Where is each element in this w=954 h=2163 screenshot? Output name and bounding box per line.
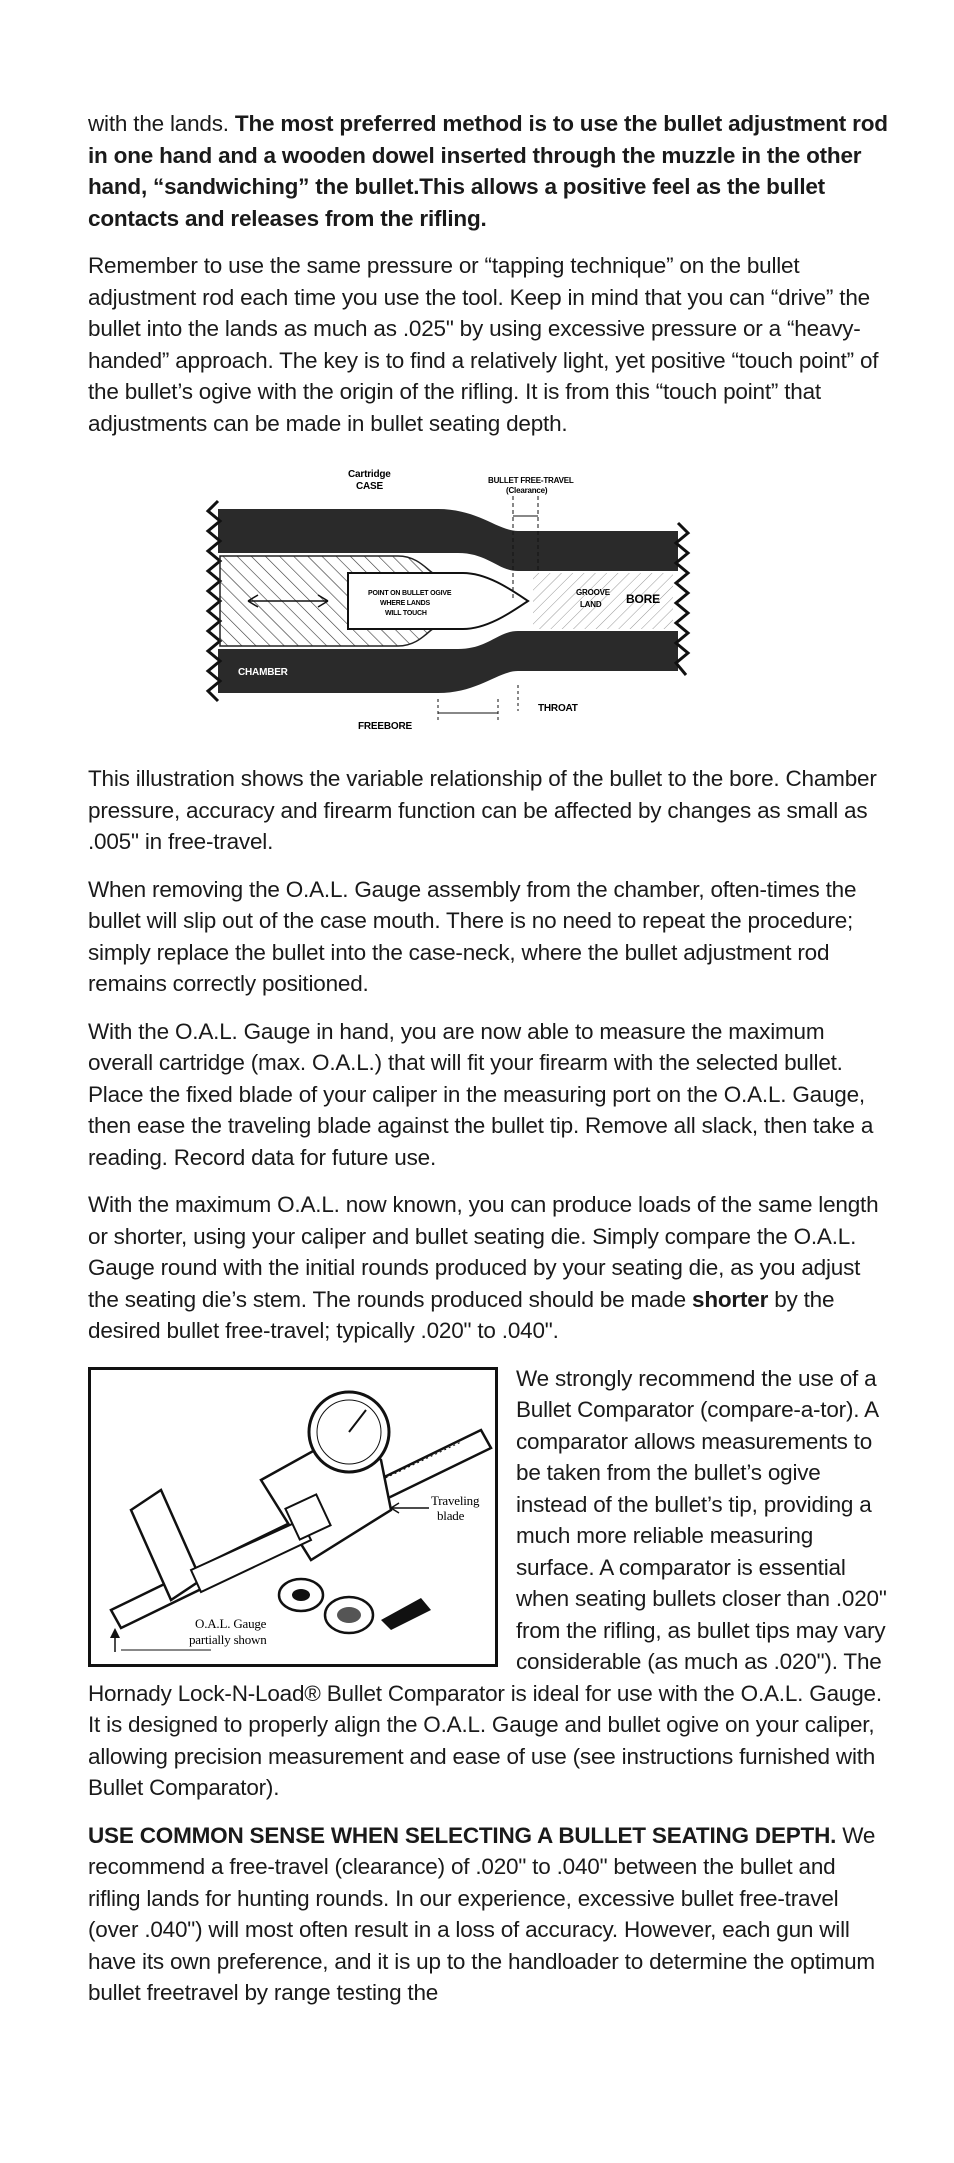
bullet (348, 573, 528, 629)
paragraph-common-sense (88, 1820, 888, 2009)
label-chamber: CHAMBER (238, 667, 288, 678)
paragraph-comparator: We strongly recommend the use of a Bullet Comparator (compare-a-tor). A comparator allows measurements to be taken from the bullet’s ogive instead of the bullet’s tip, providing a much more reliable measuring surface. A comparator is essential when seating bullets closer than .020" from the rifling, as bullet tips may vary considerable (as much as .020"). The Hornady Lock-N-Load® Bullet Comparator is ideal for use with the O.A.L. Gauge. It is designed to properly align the O.A.L. Gauge and bullet ogive on your caliper, allowing precision measurement and ease of use (see instructions furnished with Bullet Comparator). (88, 1365, 887, 1800)
paragraph-lead-text: with the lands. (88, 111, 229, 136)
label-groove: GROOVE (576, 588, 610, 597)
label-case: CASE (356, 481, 383, 492)
label-where: WHERE LANDS (380, 600, 430, 607)
paragraph-seating-die (88, 1189, 888, 1347)
document-page (88, 108, 888, 2025)
label-free-travel: BULLET FREE-TRAVEL (488, 476, 574, 485)
label-point: POINT ON BULLET OGIVE (368, 590, 452, 597)
hex-key (381, 1598, 431, 1630)
fixed-jaw (131, 1490, 201, 1600)
paragraph-bold-text: The most preferred method is to use the bullet adjustment rod in one hand and a wooden dowel inserted through the muzzle in the other hand, “sandwiching” the bullet.This allows a positive feel as the bullet contacts and releases from the rifling. (88, 111, 888, 231)
label-cartridge: Cartridge (348, 469, 391, 480)
chamber-diagram-svg (198, 461, 698, 741)
label-throat: THROAT (538, 703, 578, 714)
caliper-illustration (88, 1367, 498, 1667)
common-sense-heading: USE COMMON SENSE WHEN SELECTING A BULLET SEATING DEPTH. (88, 1822, 837, 1848)
paragraph-measure-oal: With the O.A.L. Gauge in hand, you are now able to measure the maximum overall cartridge (max. O.A.L.) that will fit your firearm with the selected bullet. Place the fixed blade of your caliper in the measuring port on the O.A.L. Gauge, then ease the traveling blade against the bullet tip. Remove all slack, then take a reading. Record data for future use. (88, 1018, 874, 1170)
seating-bold: shorter (692, 1286, 769, 1312)
label-blade: blade (437, 1507, 465, 1523)
label-partially: partially shown (189, 1631, 267, 1647)
label-freebore: FREEBORE (358, 721, 412, 732)
paragraph-removing-gauge: When removing the O.A.L. Gauge assembly from the chamber, often-times the bullet will slip out of the case mouth. There is no need to repeat the procedure; simply replace the bullet into the case-neck, where the bullet adjustment rod remains correctly positioned. (88, 876, 857, 996)
paragraph-illustration: This illustration shows the variable relationship of the bullet to the bore. Chamber pressure, accuracy and firearm function can be affected by changes as small as .005" in free-travel. (88, 766, 877, 854)
label-bore: BORE (626, 592, 660, 606)
caliper-svg (91, 1370, 495, 1664)
comparator-section (88, 1363, 888, 1820)
seating-before: With the maximum O.A.L. now known, you can produce loads of the same length or shorter, using your caliper and bullet seating die. Simply compare the O.A.L. Gauge round with the initial rounds produced by your seating die, as you adjust the seating die’s stem. The rounds produced should be made (88, 1192, 879, 1312)
common-sense-body: We recommend a free-travel (clearance) of .020" to .040" between the bullet and rifling lands for hunting rounds. In our experience, excessive bullet free-travel (over .040") will most often result in a loss of accuracy. However, each gun will have its own preference, and it is up to the handloader to determine the optimum bullet freetravel by range testing the (88, 1822, 876, 2005)
label-touch: WILL TOUCH (385, 610, 427, 617)
label-land: LAND (580, 600, 602, 609)
paragraph-sandwich-method (88, 108, 888, 234)
label-oal-gauge: O.A.L. Gauge (195, 1615, 267, 1631)
seating-after: by the desired bullet free-travel; typically .020" to .040". (88, 1286, 835, 1343)
paragraph-pressure-technique: Remember to use the same pressure or “tapping technique” on the bullet adjustment rod each time you use the tool. Keep in mind that you can “drive” the bullet into the lands as much as .025" by using excessive pressure or a “heavy-handed” approach. The key is to find a relatively light, yet positive “touch point” of the bullet’s ogive with the origin of the rifling. It is from this “touch point” that adjustments can be made in bullet seating depth. (88, 253, 879, 436)
label-clearance: (Clearance) (506, 486, 548, 495)
chamber-diagram (198, 461, 698, 741)
label-traveling: Traveling (431, 1492, 480, 1508)
